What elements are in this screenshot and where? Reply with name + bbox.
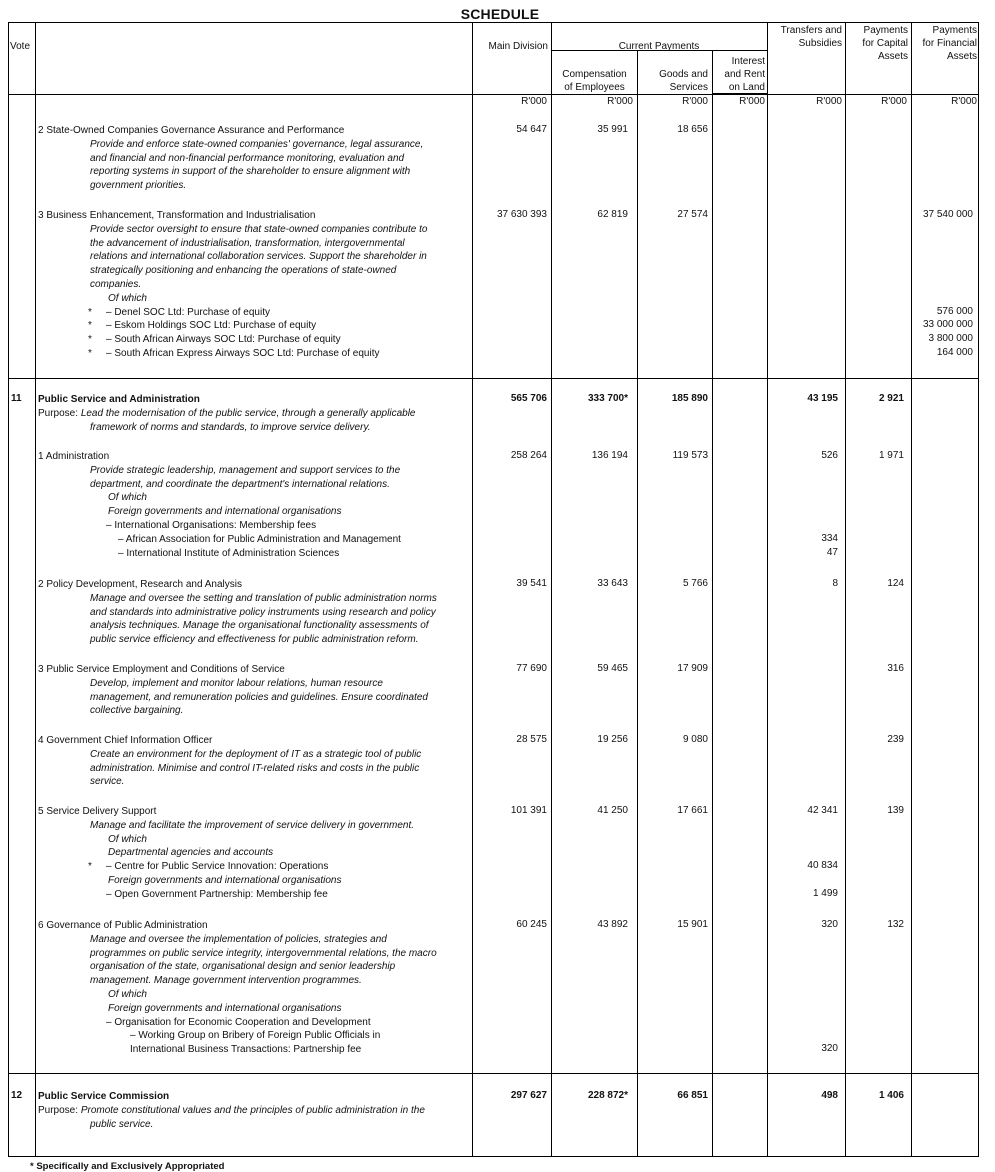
vote-separator	[8, 1073, 979, 1074]
amount-goods: 17 909	[677, 663, 708, 674]
description-text: organisation of the state, organisational design and senior leadership	[90, 961, 396, 973]
amount-main: 77 690	[516, 663, 547, 674]
description-text: management. Manage government intervention programmes.	[90, 975, 362, 987]
amount-main: 60 245	[516, 919, 547, 930]
description-text: Of which	[108, 833, 147, 845]
appropriation-asterisk: *	[88, 334, 92, 346]
capital-assets-header: Payments for Capital Assets	[862, 25, 908, 62]
description-text: Provide sector oversight to ensure that state-owned companies contribute to	[90, 223, 428, 235]
description-text: and standards into administrative policy instruments using research and policy	[90, 606, 436, 618]
programme-title: 3 Business Enhancement, Transformation and Industrialisation	[38, 210, 316, 221]
sub-item: – Organisation for Economic Cooperation and Development	[106, 1016, 371, 1028]
col-divider	[767, 22, 768, 1157]
amount-comp: 59 465	[597, 663, 628, 674]
description-text: administration. Minimise and control IT-related risks and costs in the public	[90, 762, 420, 774]
sub-amount-financial: 164 000	[936, 347, 973, 358]
schedule-item-description	[38, 393, 415, 434]
appropriation-asterisk: *	[88, 347, 92, 359]
description-text: Foreign governments and international organisations	[108, 874, 342, 886]
description-text: government priorities.	[90, 180, 187, 192]
unit-label: R'000	[951, 96, 977, 107]
amount-main: 258 264	[510, 450, 547, 461]
amount-transfers: 42 341	[807, 805, 838, 816]
amount-comp: 228 872*	[587, 1090, 628, 1101]
description-text: relations and international collaboration services. Support the shareholder in	[90, 251, 427, 263]
description-text: framework of norms and standards, to improve service delivery.	[90, 421, 371, 433]
amount-goods: 66 851	[677, 1090, 708, 1101]
amount-main: 54 647	[516, 124, 547, 135]
amount-transfers: 43 195	[807, 393, 838, 404]
main-division-header: Main Division	[488, 41, 548, 52]
purpose-label: Purpose:	[38, 407, 81, 419]
sub-amount-transfers: 1 499	[812, 887, 838, 899]
amount-capital: 316	[887, 663, 904, 674]
amount-transfers: 8	[832, 578, 838, 589]
schedule-item-description	[38, 450, 401, 560]
current-payments-header: Current Payments	[618, 41, 700, 52]
schedule-item-description	[38, 124, 423, 193]
amount-goods: 15 901	[677, 919, 708, 930]
col-divider	[551, 22, 552, 1157]
amount-comp: 62 819	[597, 209, 628, 220]
sub-amount-financial: 576 000	[936, 305, 973, 317]
description-text: Manage and oversee the setting and translation of public administration norms	[90, 592, 437, 604]
vote-number: 11	[11, 393, 22, 404]
vote-title: Public Service Commission	[38, 1091, 170, 1102]
amount-main: 28 575	[516, 734, 547, 745]
appropriation-asterisk: *	[88, 320, 92, 332]
schedule-item-description	[38, 663, 428, 718]
amount-transfers: 526	[821, 450, 838, 461]
sub-item: – South African Airways SOC Ltd: Purchase of equity *	[88, 334, 341, 346]
amount-capital: 1 406	[878, 1090, 904, 1101]
unit-label: R'000	[881, 96, 907, 107]
description-text: Create an environment for the deployment of IT as a strategic tool of public	[90, 748, 422, 760]
programme-title: 1 Administration	[38, 451, 110, 462]
col-divider	[911, 22, 912, 1157]
description-text: programmes on public service integrity, intergovernmental relations, the macro	[90, 947, 437, 959]
amount-comp: 41 250	[597, 805, 628, 816]
appropriation-asterisk: *	[88, 306, 92, 318]
schedule-item-description	[38, 1090, 425, 1131]
amount-capital: 2 921	[878, 393, 904, 404]
amount-capital: 239	[887, 734, 904, 745]
description-text: Manage and oversee the implementation of policies, strategies and	[90, 933, 387, 945]
purpose-text: Lead the modernisation of the public service, through a generally applicable	[80, 407, 416, 419]
unit-label: R'000	[739, 96, 765, 107]
amount-comp: 35 991	[597, 124, 628, 135]
sub-item: – Denel SOC Ltd: Purchase of equity *	[88, 306, 270, 318]
description-text: Of which	[108, 292, 147, 304]
page-title: SCHEDULE	[460, 6, 540, 22]
description-text: management, and remuneration policies and guidelines. Ensure coordinated	[90, 691, 428, 703]
description-text: collective bargaining.	[90, 705, 184, 717]
amount-main: 101 391	[510, 805, 547, 816]
description-text: department, and coordinate the department's international relations.	[90, 478, 390, 490]
sub-item: – South African Express Airways SOC Ltd: Purchase of equity *	[88, 347, 380, 359]
col-divider	[845, 22, 846, 1157]
programme-title: 3 Public Service Employment and Conditions of Service	[38, 664, 285, 675]
col-divider	[35, 22, 36, 1157]
amount-transfers: 498	[821, 1090, 838, 1101]
amount-goods: 9 080	[682, 734, 708, 745]
amount-comp: 136 194	[591, 450, 628, 461]
amount-capital: 139	[887, 805, 904, 816]
description-text: Develop, implement and monitor labour relations, human resource	[90, 677, 383, 689]
description-text: strategically positioning and enhancing the operations of state-owned	[90, 265, 397, 277]
programme-title: 5 Service Delivery Support	[38, 806, 157, 817]
financial-assets-header: Payments for Financial Assets	[922, 25, 977, 62]
description-text: public service efficiency and effectiveness for public administration reform.	[90, 634, 419, 646]
vote-number: 12	[11, 1090, 23, 1101]
schedule-item-description	[38, 919, 437, 1057]
amount-main: 297 627	[510, 1090, 547, 1101]
unit-label: R'000	[682, 96, 708, 107]
description-text: and financial and non-financial performance monitoring, evaluation and	[90, 152, 405, 164]
amount-goods: 185 890	[671, 393, 708, 404]
amount-comp: 33 643	[597, 578, 628, 589]
programme-title: 2 Policy Development, Research and Analysis	[38, 579, 242, 590]
amount-goods: 27 574	[677, 209, 708, 220]
amount-transfers: 320	[821, 919, 838, 930]
schedule-item-description	[38, 209, 427, 361]
interest-header: Interest and Rent on Land	[724, 56, 765, 93]
amount-capital: 1 971	[878, 450, 904, 461]
transfers-header: Transfers and Subsidies	[780, 25, 842, 49]
vote-title: Public Service and Administration	[38, 394, 200, 405]
amount-main: 37 630 393	[496, 209, 547, 220]
unit-label: R'000	[607, 96, 633, 107]
sub-amount-financial: 3 800 000	[928, 333, 973, 345]
appropriation-asterisk: *	[88, 861, 92, 873]
description-text: Of which	[108, 988, 147, 1000]
vote-purpose	[38, 407, 415, 421]
description-text: the advancement of industrialisation, transformation, intergovernmental	[90, 237, 405, 249]
header-rule	[8, 94, 979, 95]
description-text: Manage and facilitate the improvement of service delivery in government.	[90, 819, 415, 831]
purpose-text: Promote constitutional values and the principles of public administration in the	[80, 1104, 425, 1116]
sub-item: – African Association for Public Administration and Management	[118, 533, 401, 545]
col-divider	[637, 50, 638, 1157]
amount-capital: 124	[887, 578, 904, 589]
schedule-item-description	[38, 805, 414, 902]
description-text: Foreign governments and international organisations	[108, 506, 342, 518]
amount-main: 565 706	[510, 393, 547, 404]
sub-item: – International Institute of Administration Sciences	[118, 547, 340, 559]
amount-goods: 17 661	[677, 805, 708, 816]
sub-amount-financial: 33 000 000	[922, 319, 973, 331]
amount-financial: 37 540 000	[922, 209, 973, 220]
sub-amount-transfers: 334	[821, 532, 838, 544]
amount-comp: 19 256	[597, 734, 628, 745]
col-divider	[712, 50, 713, 1157]
sub-item: – International Organisations: Membership fees	[106, 519, 317, 531]
vote-purpose	[38, 1104, 425, 1118]
amount-goods: 5 766	[682, 578, 708, 589]
vote-separator	[8, 378, 979, 379]
programme-title: 6 Governance of Public Administration	[38, 920, 208, 931]
description-text: Foreign governments and international organisations	[108, 1002, 342, 1014]
amount-goods: 18 656	[677, 124, 708, 135]
sub-item: – Centre for Public Service Innovation: Operations *	[88, 861, 329, 873]
compensation-header: Compensation of Employees	[562, 69, 627, 93]
programme-title: 2 State-Owned Companies Governance Assurance and Performance	[38, 125, 345, 136]
purpose-label: Purpose:	[38, 1104, 81, 1116]
amount-goods: 119 573	[672, 450, 708, 461]
description-text: companies.	[90, 278, 142, 290]
sub-amount-transfers: 47	[826, 546, 838, 558]
amount-main: 39 541	[516, 578, 547, 589]
description-text: service.	[90, 776, 125, 788]
amount-comp: 43 892	[597, 919, 628, 930]
sub-item: International Business Transactions: Partnership fee	[130, 1044, 362, 1056]
unit-label: R'000	[816, 96, 842, 107]
sub-item: – Open Government Partnership: Membership fee	[106, 888, 328, 900]
schedule-item-description	[38, 578, 437, 647]
description-text: Of which	[108, 492, 147, 504]
description-text: Departmental agencies and accounts	[108, 847, 274, 859]
description-text: Provide and enforce state-owned companies' governance, legal assurance,	[90, 138, 424, 150]
sub-item: – Eskom Holdings SOC Ltd: Purchase of equity *	[88, 320, 317, 332]
description-text: Provide strategic leadership, management and support services to the	[90, 464, 401, 476]
sub-amount-transfers: 40 834	[807, 860, 838, 872]
footnote: * Specifically and Exclusively Appropriated	[30, 1161, 225, 1172]
vote-header: Vote	[10, 41, 31, 52]
description-text: public service.	[90, 1118, 154, 1130]
programme-title: 4 Government Chief Information Officer	[38, 735, 213, 746]
goods-services-header: Goods and Services	[659, 69, 708, 93]
sub-amount-transfers: 320	[821, 1043, 838, 1055]
description-text: analysis techniques. Manage the organisational functionality assessments of	[90, 620, 429, 632]
amount-comp: 333 700*	[587, 393, 628, 404]
col-divider	[472, 22, 473, 1157]
sub-item: – Working Group on Bribery of Foreign Public Officials in	[130, 1030, 381, 1042]
schedule-item-description	[38, 734, 421, 789]
unit-label: R'000	[521, 96, 547, 107]
amount-capital: 132	[887, 919, 904, 930]
description-text: reporting systems in support of the shareholder to ensure alignment with	[90, 166, 411, 178]
